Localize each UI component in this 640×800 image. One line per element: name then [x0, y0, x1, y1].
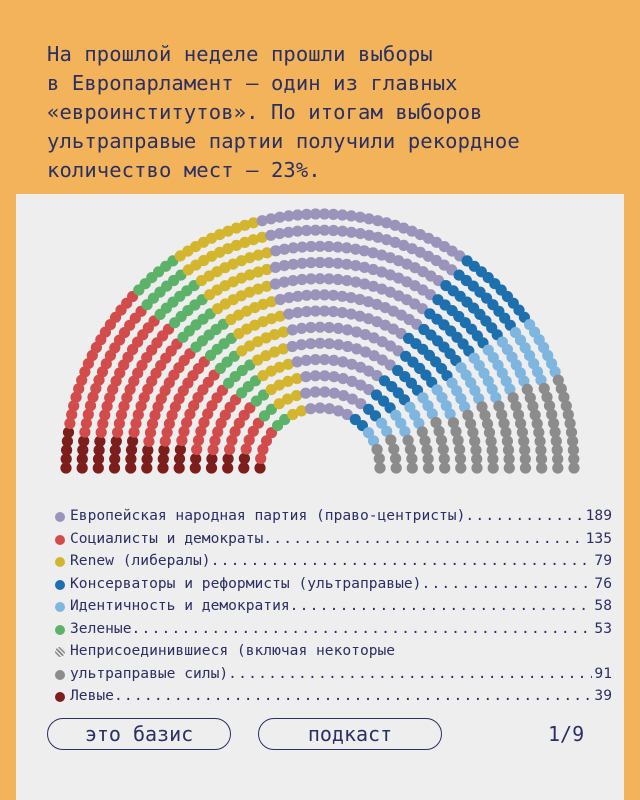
leader-dots: [465, 505, 583, 528]
seat-left: [238, 462, 249, 473]
seat-left: [239, 453, 250, 464]
legend-label: Социалисты и демократы: [70, 529, 264, 547]
seat-ni: [423, 462, 434, 473]
seat-ni: [488, 462, 499, 473]
legend-label: Неприсоединившиеся (включая некоторые: [70, 642, 396, 659]
legend-value: 135: [585, 529, 612, 547]
legend-item-socialists: [52, 528, 612, 551]
seat-ni: [374, 462, 385, 473]
chart-card: [16, 194, 624, 800]
legend-dot-icon: [55, 557, 65, 567]
seat-ni: [568, 462, 579, 473]
legend-item-ecr: [52, 573, 612, 596]
legend-value: 76: [594, 574, 612, 592]
legend-label: Левые: [70, 687, 114, 704]
legend-value: 79: [594, 552, 612, 569]
seat-ni: [552, 462, 563, 473]
headline-line: ультраправые партии получили рекордное: [47, 129, 520, 153]
podcast-button[interactable]: подкаст: [258, 718, 442, 750]
leader-dots: [290, 595, 593, 618]
legend-dot-icon: [55, 512, 65, 522]
legend-label: Renew (либералы): [70, 552, 211, 569]
legend-label: Зеленые: [70, 619, 132, 637]
legend: [52, 505, 612, 708]
parliament-chart: [16, 194, 624, 494]
headline-line: «евроинститутов». По итогам выборов: [47, 100, 483, 124]
legend-value: 53: [594, 619, 612, 637]
seat-ni: [471, 462, 482, 473]
legend-dot-icon: [55, 535, 65, 545]
legend-item-epp: [52, 505, 612, 528]
seat-ni: [390, 453, 401, 464]
legend-value: 91: [594, 664, 612, 682]
seat-ni: [439, 462, 450, 473]
headline-line: На прошлой неделе прошли выборы: [47, 42, 433, 66]
headline-line: количество мест – 23%.: [47, 158, 321, 182]
hatched-dot-icon: [55, 647, 65, 657]
seat-epp: [310, 386, 321, 397]
legend-item-left: [52, 685, 612, 708]
headline: [47, 40, 627, 185]
legend-item-renew: [52, 550, 612, 573]
legend-label: Консерваторы и реформисты (ультраправые): [70, 574, 422, 592]
legend-dot-icon: [55, 625, 65, 635]
legend-value: 39: [594, 687, 612, 704]
leader-dots: [263, 528, 583, 551]
leader-dots: [228, 663, 592, 686]
legend-label: ультраправые силы): [70, 664, 229, 682]
legend-label: Идентичность и демократия: [70, 597, 290, 614]
basis-button[interactable]: это базис: [47, 718, 231, 750]
page-indicator: 1/9: [548, 722, 585, 746]
legend-item-greens: [52, 618, 612, 641]
seat-ni: [536, 462, 547, 473]
leader-dots: [132, 618, 593, 641]
legend-item-id: [52, 595, 612, 618]
headline-line: в Европарламент — один из главных: [47, 71, 458, 95]
leader-dots: [114, 685, 592, 708]
seat-ni: [504, 462, 515, 473]
leader-dots: [421, 573, 592, 596]
legend-item-ni-hatched: [52, 640, 612, 663]
legend-value: 189: [585, 507, 612, 524]
legend-dot-icon: [55, 670, 65, 680]
legend-label: Европейская народная партия (право-центристы): [70, 507, 466, 524]
legend-value: 58: [594, 597, 612, 614]
legend-dot-icon: [55, 692, 65, 702]
legend-dot-icon: [55, 602, 65, 612]
seat-ni: [520, 462, 531, 473]
seat-ni: [391, 462, 402, 473]
seat-epp: [319, 386, 330, 397]
seat-ni: [388, 444, 399, 455]
seat-epp: [300, 388, 311, 399]
leader-dots: [211, 550, 593, 573]
legend-item-ni: [52, 663, 612, 686]
legend-dot-icon: [55, 580, 65, 590]
seat-ni: [455, 462, 466, 473]
seat-ni: [407, 462, 418, 473]
